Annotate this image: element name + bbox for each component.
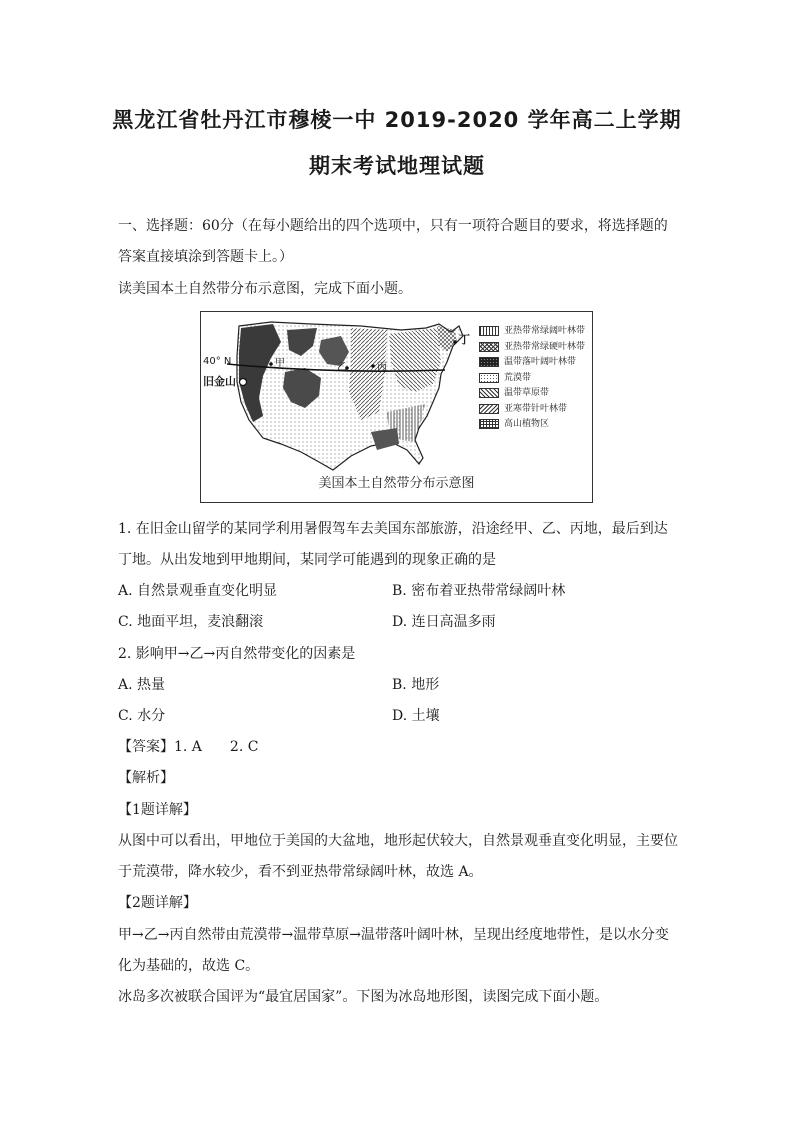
legend-label: 温带草原带 — [504, 388, 550, 398]
legend-label: 亚寒带针叶林带 — [504, 403, 568, 414]
answer-line: 【答案】1. A 2. C — [118, 739, 259, 755]
q2-option-a: A. 热量 — [118, 677, 166, 693]
analysis-heading: 【解析】 — [118, 770, 174, 786]
place-label-yi: 乙 — [337, 362, 347, 373]
q1-option-a: A. 自然景观垂直变化明显 — [118, 583, 278, 599]
section-heading-line2: 答案直接填涂到答题卡上。） — [118, 249, 293, 265]
q2-option-c: C. 水分 — [118, 708, 166, 724]
question-1-line1: 1. 在旧金山留学的某同学利用暑假驾车去美国东部旅游，沿途经甲、乙、丙地，最后到达 — [118, 521, 668, 537]
detail-1-line1: 从图中可以看出，甲地位于美国的大盆地，地形起伏较大，自然景观垂直变化明显，主要位 — [118, 833, 678, 849]
detail-2-line2: 化为基础的，故选 C。 — [118, 958, 260, 974]
legend-label: 高山植物区 — [504, 419, 550, 429]
q2-option-b: B. 地形 — [392, 677, 440, 693]
crosshatch-icon — [479, 342, 499, 352]
legend-label: 亚热带常绿硬叶林带 — [504, 341, 586, 352]
city-label-san-francisco: 旧金山 — [203, 375, 236, 388]
q1-option-c: C. 地面平坦，麦浪翻滚 — [118, 614, 264, 630]
intro-text-1: 读美国本土自然带分布示意图，完成下面小题。 — [118, 281, 412, 297]
place-label-bing: 丙 — [377, 362, 387, 373]
detail-1-line2: 于荒漠带，降水较少，看不到亚热带常绿阔叶林，故选 A。 — [118, 864, 483, 880]
us-natural-zones-map — [200, 311, 593, 503]
legend-label: 亚热带常绿阔叶林带 — [504, 326, 586, 336]
section-heading-line1: 一、选择题：60分（在每小题给出的四个选项中，只有一项符合题目的要求，将选择题的 — [118, 218, 668, 234]
q1-option-b: B. 密布着亚热带常绿阔叶林 — [392, 583, 566, 599]
question-1-line2: 丁地。从出发地到甲地期间，某同学可能遇到的现象正确的是 — [118, 552, 496, 568]
grid-icon — [479, 419, 499, 429]
map-caption: 美国本土自然带分布示意图 — [318, 476, 475, 491]
place-label-jia: 甲 — [275, 358, 285, 369]
legend-label: 温带落叶阔叶林带 — [504, 357, 577, 367]
latitude-label: 40° N — [203, 356, 232, 367]
dark-mottled-icon — [479, 357, 499, 367]
legend-label: 荒漠带 — [504, 372, 532, 383]
place-ding-marker — [453, 340, 457, 344]
place-bing-marker — [371, 364, 375, 368]
detail-2-line1: 甲→乙→丙自然带由荒漠带→温带草原→温带落叶阔叶林，呈现出经度地带性，是以水分变 — [118, 927, 669, 943]
vertical-lines-icon — [479, 326, 499, 336]
question-2: 2. 影响甲→乙→丙自然带变化的因素是 — [118, 646, 356, 662]
san-francisco-marker — [240, 379, 247, 386]
detail-1-heading: 【1题详解】 — [118, 802, 197, 818]
q2-option-d: D. 土壤 — [392, 708, 440, 724]
detail-2-heading: 【2题详解】 — [118, 895, 197, 911]
dots-icon — [479, 373, 499, 383]
place-jia-marker — [269, 362, 273, 366]
document-title-line2: 期末考试地理试题 — [309, 154, 485, 178]
document-title-line1: 黑龙江省牡丹江市穆棱一中 2019-2020 学年高二上学期 — [112, 108, 682, 132]
place-label-ding: 丁 — [459, 333, 470, 346]
diagonal-left-icon — [479, 404, 499, 414]
diagonal-right-icon — [479, 388, 499, 398]
q1-option-d: D. 连日高温多雨 — [392, 614, 496, 630]
intro-text-2: 冰岛多次被联合国评为“最宜居国家”。下图为冰岛地形图，读图完成下面小题。 — [118, 989, 609, 1005]
